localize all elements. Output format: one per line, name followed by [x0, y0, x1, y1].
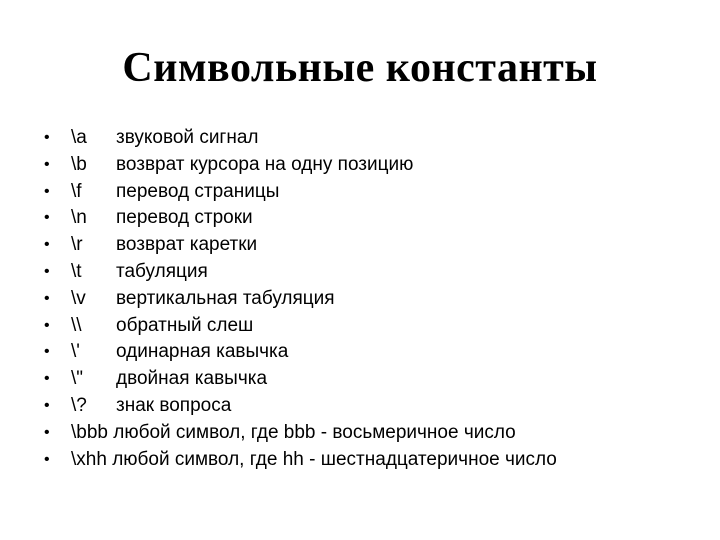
- escape-code: \b: [71, 153, 87, 175]
- bullet-icon: •: [44, 396, 50, 414]
- slide-title: Символьные константы: [122, 45, 598, 91]
- escape-code: \r: [71, 234, 83, 256]
- bullet-icon: •: [44, 155, 50, 173]
- escape-description: одинарная кавычка: [116, 341, 289, 363]
- escape-description: перевод страницы: [116, 180, 280, 202]
- bullet-icon: •: [44, 182, 50, 200]
- bullet-icon: •: [44, 316, 50, 334]
- bullet-icon: •: [44, 343, 50, 361]
- escape-code: \f: [71, 180, 82, 202]
- bullet-icon: •: [44, 450, 50, 468]
- escape-code: \t: [71, 260, 82, 282]
- escape-full-line: \xhh любой символ, где hh - шестнадцатеричное число: [71, 448, 557, 470]
- escape-code: \?: [71, 394, 87, 416]
- escape-description: табуляция: [116, 260, 208, 282]
- escape-description: обратный слеш: [116, 314, 254, 336]
- bullet-icon: •: [44, 423, 50, 441]
- bullet-icon: •: [44, 236, 50, 254]
- escape-description: двойная кавычка: [116, 368, 268, 390]
- escape-description: возврат каретки: [116, 234, 258, 256]
- escape-description: звуковой сигнал: [116, 127, 259, 148]
- escape-description: знак вопроса: [116, 394, 232, 416]
- bullet-icon: •: [44, 262, 50, 280]
- escape-code: \n: [71, 207, 87, 229]
- escape-code: \\: [71, 314, 82, 336]
- bullet-icon: •: [44, 209, 50, 227]
- bullet-icon: •: [44, 370, 50, 388]
- bullet-icon: •: [44, 289, 50, 307]
- escape-code: \a: [71, 127, 87, 148]
- escape-code: \v: [71, 287, 86, 309]
- escape-description: перевод строки: [116, 207, 253, 229]
- escape-code: \': [71, 341, 80, 363]
- escape-full-line: \bbb любой символ, где bbb - восьмеричное число: [71, 421, 516, 443]
- escape-description: вертикальная табуляция: [116, 287, 335, 309]
- escape-description: возврат курсора на одну позицию: [116, 153, 414, 175]
- escape-code: \": [71, 368, 84, 390]
- bullet-icon: •: [44, 129, 50, 146]
